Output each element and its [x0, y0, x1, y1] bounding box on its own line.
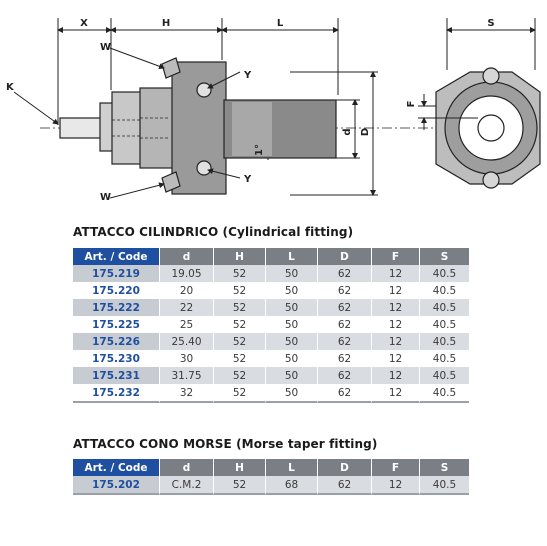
table-cell: 40.5: [419, 384, 469, 403]
header-d: d: [159, 248, 213, 265]
table-cell: 62: [317, 384, 371, 403]
header-code: Art. / Code: [73, 248, 159, 265]
label-s: S: [487, 18, 495, 29]
table-header-row: [73, 459, 469, 476]
table-cell: 22: [159, 299, 213, 316]
header-d: d: [159, 459, 213, 476]
table-cell: 40.5: [419, 316, 469, 333]
table-cell: 40.5: [419, 476, 469, 495]
header-f: F: [371, 459, 419, 476]
table-row: [73, 350, 469, 367]
label-w-bottom: W: [100, 192, 112, 203]
table-cell: 62: [317, 316, 371, 333]
table-cell: 52: [213, 316, 265, 333]
article-code-cell: 175.202: [73, 476, 159, 495]
table-cell: 40.5: [419, 367, 469, 384]
table-row: [73, 265, 469, 282]
table-cell: 62: [317, 282, 371, 299]
table-row: [73, 282, 469, 299]
table-cell: 62: [317, 350, 371, 367]
table-cell: 52: [213, 333, 265, 350]
table-cell: 19.05: [159, 265, 213, 282]
morse-title: ATTACCO CONO MORSE (Morse taper fitting): [73, 437, 378, 451]
table-cell: 50: [265, 384, 317, 403]
cylindrical-table: [73, 248, 469, 403]
header-code: Art. / Code: [73, 459, 159, 476]
header-l: L: [265, 459, 317, 476]
article-code-cell: 175.231: [73, 367, 159, 384]
label-y-bottom: Y: [244, 174, 252, 185]
header-dd: D: [317, 459, 371, 476]
table-cell: 12: [371, 299, 419, 316]
label-l: L: [276, 18, 284, 29]
header-dd: D: [317, 248, 371, 265]
table-row: [73, 384, 469, 403]
article-code-cell: 175.219: [73, 265, 159, 282]
table-cell: 52: [213, 476, 265, 495]
table-cell: 12: [371, 265, 419, 282]
table-cell: C.M.2: [159, 476, 213, 495]
table-cell: 40.5: [419, 299, 469, 316]
table-row: [73, 367, 469, 384]
table-cell: 40.5: [419, 350, 469, 367]
table-cell: 25.40: [159, 333, 213, 350]
table-cell: 52: [213, 299, 265, 316]
table-cell: 52: [213, 367, 265, 384]
table-cell: 52: [213, 350, 265, 367]
table-cell: 30: [159, 350, 213, 367]
table-cell: 62: [317, 367, 371, 384]
technical-drawing: [0, 0, 547, 212]
header-h: H: [213, 459, 265, 476]
label-y-top: Y: [244, 70, 252, 81]
table-cell: 52: [213, 282, 265, 299]
table-cell: 25: [159, 316, 213, 333]
label-d-large: D: [360, 127, 371, 137]
header-h: H: [213, 248, 265, 265]
article-code-cell: 175.222: [73, 299, 159, 316]
cylindrical-title: ATTACCO CILINDRICO (Cylindrical fitting): [73, 225, 354, 239]
table-cell: 52: [213, 265, 265, 282]
table-cell: 40.5: [419, 333, 469, 350]
table-cell: 32: [159, 384, 213, 403]
article-code-cell: 175.226: [73, 333, 159, 350]
table-cell: 52: [213, 384, 265, 403]
table-cell: 62: [317, 265, 371, 282]
label-f: F: [406, 100, 417, 108]
header-f: F: [371, 248, 419, 265]
morse-table: [73, 459, 469, 495]
article-code-cell: 175.230: [73, 350, 159, 367]
table-cell: 12: [371, 367, 419, 384]
label-k: K: [6, 82, 14, 93]
table-header-row: [73, 248, 469, 265]
table-cell: 40.5: [419, 282, 469, 299]
table-cell: 12: [371, 282, 419, 299]
table-cell: 31.75: [159, 367, 213, 384]
table-cell: 62: [317, 333, 371, 350]
table-cell: 50: [265, 350, 317, 367]
table-cell: 50: [265, 299, 317, 316]
table-cell: 12: [371, 476, 419, 495]
header-s: S: [419, 248, 469, 265]
label-h: H: [161, 18, 171, 29]
article-code-cell: 175.225: [73, 316, 159, 333]
header-s: S: [419, 459, 469, 476]
label-x: X: [80, 18, 88, 29]
table-cell: 20: [159, 282, 213, 299]
table-row: [73, 476, 469, 495]
table-cell: 40.5: [419, 265, 469, 282]
table-cell: 12: [371, 384, 419, 403]
table-cell: 12: [371, 350, 419, 367]
table-cell: 50: [265, 265, 317, 282]
table-cell: 50: [265, 367, 317, 384]
header-l: L: [265, 248, 317, 265]
table-cell: 12: [371, 316, 419, 333]
table-row: [73, 316, 469, 333]
table-cell: 50: [265, 316, 317, 333]
table-row: [73, 333, 469, 350]
label-d-small: d: [342, 128, 353, 136]
table-cell: 62: [317, 476, 371, 495]
label-one-degree: 1°: [254, 144, 265, 156]
article-code-cell: 175.220: [73, 282, 159, 299]
table-cell: 12: [371, 333, 419, 350]
table-cell: 62: [317, 299, 371, 316]
table-cell: 50: [265, 333, 317, 350]
table-row: [73, 299, 469, 316]
label-w-top: W: [100, 42, 112, 53]
table-cell: 50: [265, 282, 317, 299]
article-code-cell: 175.232: [73, 384, 159, 403]
table-cell: 68: [265, 476, 317, 495]
